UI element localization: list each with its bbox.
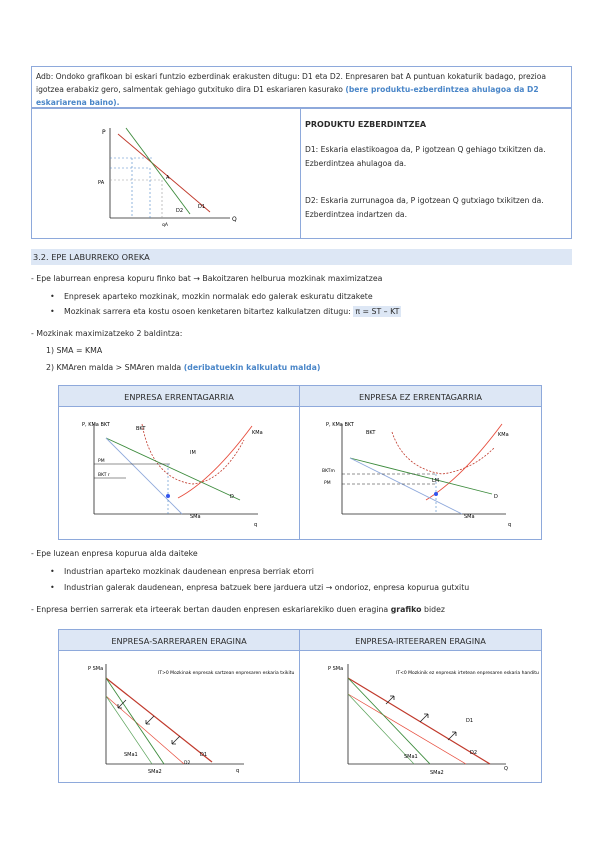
profitable-header: ENPRESA ERRENTAGARRIA (58, 385, 300, 407)
d1-label: D1 (200, 752, 208, 758)
q-label: q (254, 522, 258, 528)
pm-label: PM (98, 459, 105, 464)
sma2-label: SMa2 (148, 769, 162, 775)
bkt-label: BKT (366, 430, 376, 436)
sma1-label: SMa1 (404, 754, 418, 760)
sma2-label: SMa2 (430, 770, 444, 776)
y-axis-label: P SMa (328, 666, 344, 672)
conditions-intro: - Mozkinak maximizatzeko 2 baldintza: (31, 329, 183, 338)
point-a-label: A (166, 175, 170, 181)
bktr-label: BKT r (98, 473, 110, 478)
d1-curve (118, 134, 210, 212)
d2-label: D2 (176, 208, 184, 214)
equilibrium-point (434, 492, 438, 496)
entry-header: ENPRESA-SARRERAREN ERAGINA (58, 629, 300, 651)
long-run-line1: - Epe luzean enpresa kopurua alda daiteke (31, 549, 198, 558)
exit-header: ENPRESA-IRTEERAREN ERAGINA (299, 629, 542, 651)
profitable-graph (82, 418, 272, 534)
d1-text: D1: Eskaria elastikoagoa da, P igotzean Q gehiago txikitzen da. Ezberdintzea ahulagoa da. (305, 145, 546, 168)
y-axis-label: P, KMa BKT (82, 422, 110, 428)
short-run-bullet1: • Enpresek aparteko mozkinak, mozkin normalak edo galerak eskuratu ditzakete (64, 292, 373, 301)
intro-text: Adb: Ondoko grafikoan bi eskari funtzio ezberdinak erakusten ditugu: D1 eta D2. Enpresaren bat A puntuan kokaturik badago, prezioa igotzea erabakiz gero, salmentak gehiago gutxituko dira D1 eskariaren kasurako (36, 72, 547, 94)
p-label: P (102, 129, 106, 136)
entry-effect-graph (84, 660, 295, 778)
condition-2 (46, 363, 320, 372)
intro-highlight: (bere produktu-ezberdintzea ahulagoa da D2 eskariarena baino). (36, 85, 539, 107)
line2-text: - Enpresa berrien sarrerak eta irteerak bertan dauden enpresen eskariarekiko duen eragina (31, 605, 389, 614)
sma1-label: SMa1 (124, 752, 138, 758)
entry-note: IT>0 Mozkinak enpresak sartzean enpresaren eskaria txikitu (158, 671, 295, 676)
condition-2-text: 2) KMAren malda > SMAren malda (46, 363, 182, 372)
condition-2-highlight: (deribatuekin kalkulatu malda) (183, 363, 321, 372)
q-label: q (236, 768, 240, 774)
long-run-bullet1: • Industrian aparteko mozkinak daudenean enpresa berriak etorri (64, 567, 314, 576)
section-title: 3.2. EPE LABURREKO OREKA (31, 249, 572, 265)
d2-curve (126, 128, 190, 214)
d1-label: D1 (198, 204, 206, 210)
produktu-title: PRODUKTU EZBERDINTZEA (305, 120, 427, 129)
y-axis-label: P, KMa BKT (326, 422, 354, 428)
intro-box (31, 66, 572, 108)
condition-1: 1) SMA = KMA (46, 346, 103, 355)
exit-effect-graph (326, 660, 539, 778)
bullet2-text: Mozkinak sarrera eta kostu osoen kenketaren bitartez kalkulatzen ditugu: (64, 307, 351, 316)
exit-note: IT<0 Mozkinik ez enpresak irtetean enpresaren eskaria handitu (396, 671, 539, 676)
d2-label: D2 (184, 761, 191, 766)
long-run-bullet2: • Industrian galerak daudenean, enpresa batzuek bere jarduera utzi → ondorioz, enpresa kopurua gutxitu (64, 583, 469, 592)
short-run-bullet2 (64, 307, 401, 316)
d-label: D (494, 494, 498, 500)
short-run-line1: - Epe laburrean enpresa kopuru finko bat → Bakoitzaren helburua mozkinak maximizatzea (31, 274, 383, 283)
sma-label: SMa (190, 514, 201, 520)
d1-label: D1 (466, 718, 474, 724)
long-run-line2 (31, 605, 445, 614)
product-differentiation-graph (90, 122, 250, 234)
im-label: IM (190, 450, 196, 456)
pa-label: PA (98, 180, 105, 186)
q-label: Q (232, 216, 237, 223)
kma-curve (426, 424, 502, 500)
kma-label: KMa (498, 432, 509, 438)
demand-curve (350, 458, 492, 494)
unprofitable-graph (322, 418, 522, 534)
d-label: D (230, 494, 234, 500)
d2-text: D2: Eskaria zurrunagoa da, P igotzean Q gutxiago txikitzen da. Ezberdintzea indartzen da. (305, 196, 544, 219)
kma-label: KMa (252, 430, 263, 436)
column-divider (300, 109, 301, 238)
profit-formula: π = ST – KT (355, 307, 400, 316)
kma-curve (178, 426, 252, 498)
d2-label: D2 (470, 750, 478, 756)
line2-bold: grafiko (390, 605, 422, 614)
table2-divider (299, 651, 300, 783)
q-label: q (508, 522, 512, 528)
lm-label: LM (432, 478, 440, 484)
q-label: Q (504, 766, 508, 772)
bkt-label: BKT (136, 426, 146, 432)
equilibrium-point (166, 494, 170, 498)
demand-curve (106, 438, 240, 500)
line2-end: bidez (424, 605, 445, 614)
qa-label: qA (162, 223, 168, 228)
bktm-label: BKTm (322, 469, 335, 474)
table1-divider (299, 407, 300, 540)
sma1-curve (348, 678, 430, 764)
sma-label: SMa (464, 514, 475, 520)
unprofitable-header: ENPRESA EZ ERRENTAGARRIA (299, 385, 542, 407)
pm-label: PM (324, 481, 331, 486)
y-axis-label: P SMa (88, 666, 104, 672)
